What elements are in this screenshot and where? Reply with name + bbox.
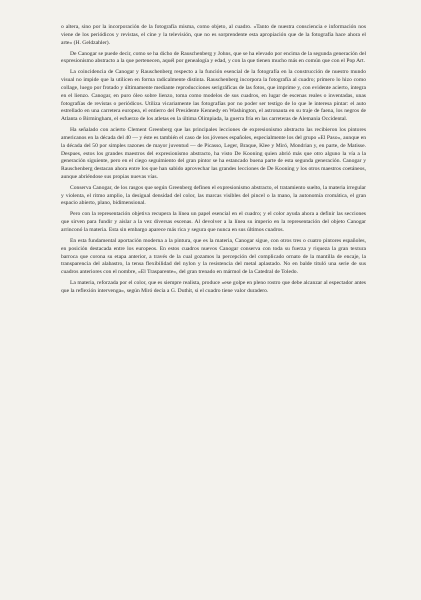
paragraph-4: Ha señalado con acierto Clement Greenberg que las principales lecciones de expresionismo abstracto las recibieron los pintores americanos en la década del 40 — y éste es también el caso de los jóvenes españoles, especialmente los del grupo «El Paso», aunque en la década del 50 por simples razones de mayor juventud — de Picasso, Leger, Braque, Klee y Miró, Mondrian y, en parte, de Matisse. Despues, estos los grandes maestros del expresionismo abstracto, ha visto De Kooning quien abrió más que otro alguno la vía a la generación siguiente, pero en el ciego seguimiento del gran pintor se ha estancado buena parte de esta segunda generación. Canogar y Rauschenberg destacan ahora entre los que han sabido aprovechar las grandes lecciones de De Kooning y los otros maestros coetáneos, aunque abriéndose sus propias nuevas vías. [61,127,366,180]
paragraph-1: o altera, sino por la incorporación de la fotografía misma, como objeto, al cuadro. «Tanto de nuestra consciencia e información nos viene de los periódicos y revistas, el cine y la televisión, que no es sorprendente esta apropiación que de la fotografía hace ahora el arte» (H. Geldzahler). [61,24,366,46]
paragraph-7: En esta fundamental aportación moderna a la pintura, que es la materia, Canogar sigue, con otros tres o cuatro pintores españoles, en posición destacada entre los europeos. En estos cuadros nuevos Canogar conserva con toda su fuerza y riqueza la gran textura barroca que corona su etapa anterior, a través de la cual gozamos la percepción del complicado ornato de la mantilla de encaje, la transparencia del alabastro, la tensa flexibilidad del nylon y la resistencia del metal aplastado. No en balde tituló una serie de sus cuadros anteriores con el nombre, «El Trasparente», del gran trenado en mármol de la Catedral de Toledo. [61,238,366,276]
paragraph-5: Conserva Canogar, de los rasgos que según Greenberg definen el expresionismo abstracto, el tratamiento suelto, la materia irregular y violenta, el ritmo amplio, la desigual densidad del color, las marcas visibles del pincel o la mano, la autonomía cromática, el gran espacio abierto, plano, bidimensional. [61,184,366,207]
paragraph-3: La coincidencia de Canogar y Rauschenberg respecto a la función esencial de la fotografía en la construcción de nuestro mundo visual no impide que la utilicen en forma radicalmente distinta. Rauschenberg incorpora la fotografía al cuadro; primero lo hizo como collage, luego por frotado y últimamente mediante reproducciones serigráficas de las fotos, que imprime y, con evidente acierto, integra en el lienzo. Canogar, en puro óleo sobre lienzo, toma como modelos de sus cuadros, en lugar de escenas reales o inventadas, unas fotografías de revistas o periódicos. Utiliza vicariamente las fotografías por no poder ser testigo de lo que le interesa pintar: el auto estrellado en una carretera europea, el entierro del Presidente Kennedy en Washington, el astronauta en su traje de faena, los negros de Atlanta o Birmingham, el esfuerzo de los atletas en la última Olimpiada, la guerra fría en las carreteras de Alemania Occidental. [61,69,366,123]
paragraph-2: De Canogar se puede decir, como se ha dicho de Rauschenberg y Johns, que se ha elevado por encima de la segunda generación del expresionismo abstracto a la que pertenecen, aquél por genealogía y edad, y con la que tienen mucho más en común que con el Pop Art. [61,50,366,65]
paragraph-8: La materia, reforzada por el color, que es siempre realista, produce «ese golpe en pleno rostro que debe alcanzar al espectador antes que la reflexión intervenga», según Miró decía a G. Duthit, si el cuadro tiene valor duradero. [61,280,366,295]
paragraph-6: Pero con la representación objetiva recupera la línea un papel esencial en el cuadro; y el color ayuda ahora a definir las secciones que sirven para fundir y aislar a la vez diversas escenas. Al devolver a la línea su imperio en la representación del objeto Canogar arrinconó la materia. Esta sin embargo aparece más rica y segura que nunca en sus últimos cuadros. [61,211,366,234]
document-page [61,24,366,299]
